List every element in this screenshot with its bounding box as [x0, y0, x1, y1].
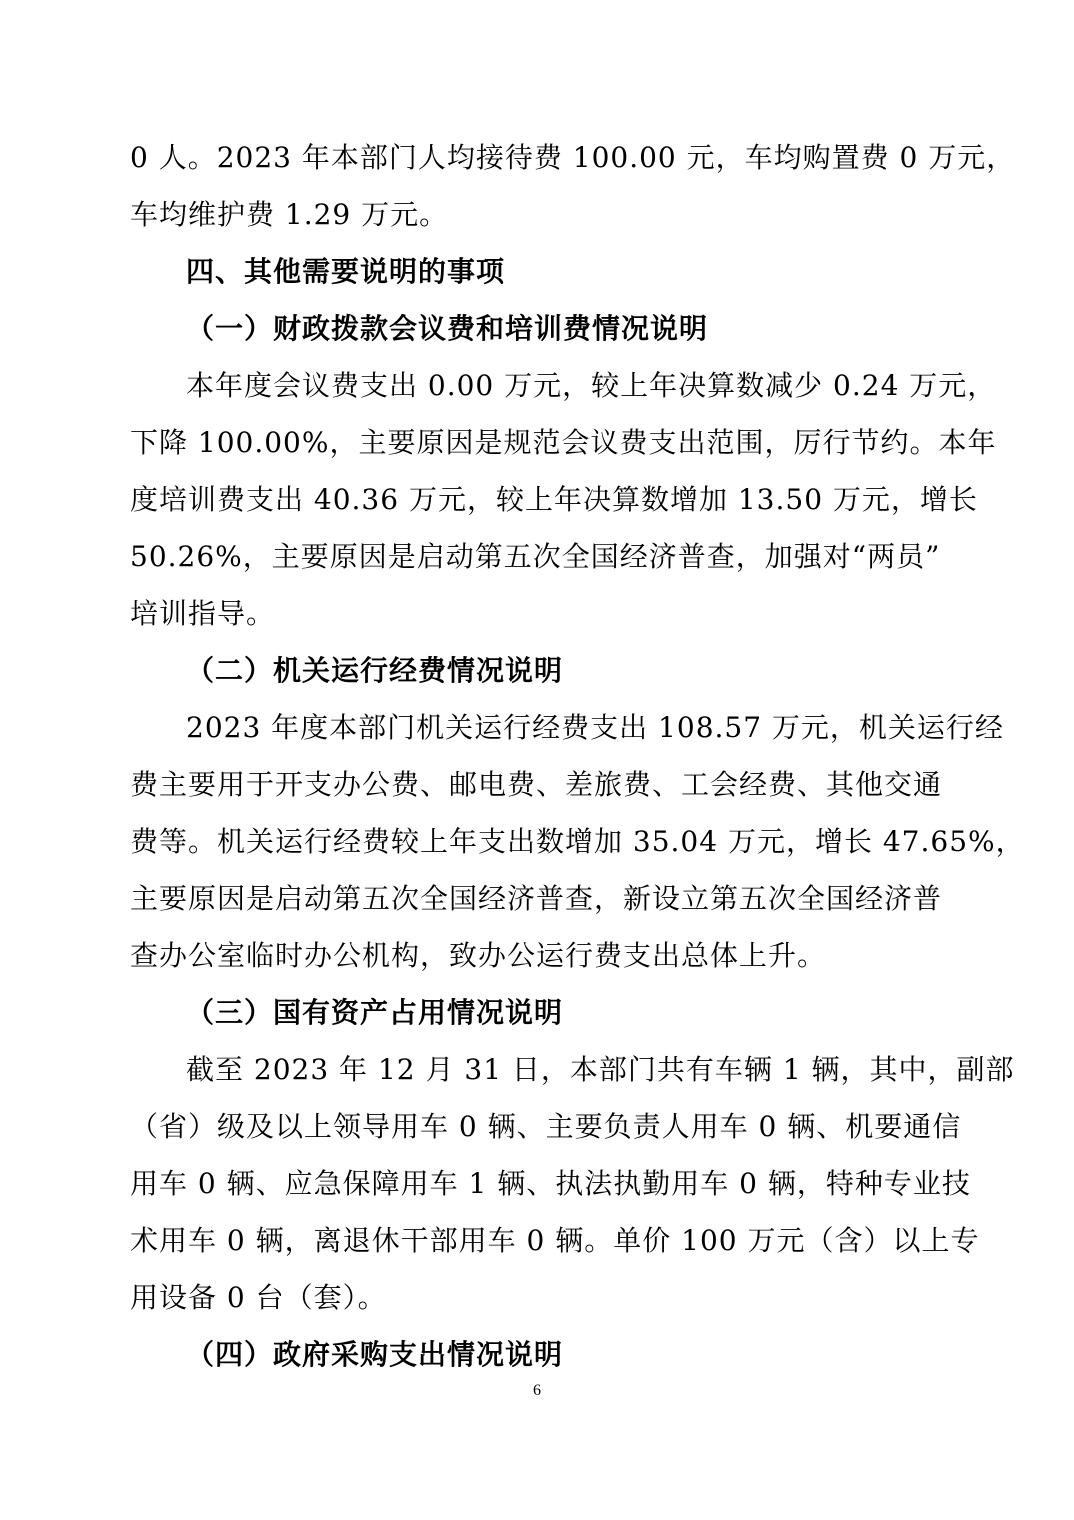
paragraph-line: 查办公室临时办公机构，致办公运行费支出总体上升。 [130, 939, 827, 972]
subsection-heading: （一）财政拨款会议费和培训费情况说明 [186, 312, 709, 345]
paragraph-line: 本年度会议费支出 0.00 万元，较上年决算数减少 0.24 万元， [186, 369, 997, 402]
paragraph-line: 用设备 0 台（套）。 [130, 1281, 387, 1314]
paragraph-line: 用车 0 辆、应急保障用车 1 辆、执法执勤用车 0 辆，特种专业技 [130, 1167, 971, 1200]
section-heading: 四、其他需要说明的事项 [186, 255, 506, 288]
paragraph-line: 下降 100.00%，主要原因是规范会议费支出范围，厉行节约。本年 [130, 426, 997, 459]
subsection-heading: （三）国有资产占用情况说明 [186, 996, 564, 1029]
paragraph-line: 50.26%，主要原因是启动第五次全国经济普查，加强对“两员” [130, 540, 941, 573]
paragraph-line: 0 人。2023 年本部门人均接待费 100.00 元，车均购置费 0 万元， [130, 141, 1016, 174]
page-number: 6 [533, 1382, 541, 1399]
paragraph-line: 度培训费支出 40.36 万元，较上年决算数增加 13.50 万元，增长 [130, 483, 978, 516]
subsection-heading: （四）政府采购支出情况说明 [186, 1338, 564, 1371]
paragraph-line: 2023 年度本部门机关运行经费支出 108.57 万元，机关运行经 [186, 711, 1004, 744]
paragraph-line: 车均维护费 1.29 万元。 [130, 198, 449, 231]
paragraph-line: 主要原因是启动第五次全国经济普查，新设立第五次全国经济普 [130, 882, 943, 915]
paragraph-line: 术用车 0 辆，离退休干部用车 0 辆。单价 100 万元（含）以上专 [130, 1224, 980, 1257]
paragraph-line: 截至 2023 年 12 月 31 日，本部门共有车辆 1 辆，其中，副部 [186, 1053, 1015, 1086]
subsection-heading: （二）机关运行经费情况说明 [186, 654, 564, 687]
paragraph-line: 培训指导。 [130, 597, 276, 630]
paragraph-line: （省）级及以上领导用车 0 辆、主要负责人用车 0 辆、机要通信 [130, 1110, 962, 1143]
paragraph-line: 费等。机关运行经费较上年支出数增加 35.04 万元，增长 47.65%， [130, 825, 1025, 858]
paragraph-line: 费主要用于开支办公费、邮电费、差旅费、工会经费、其他交通 [130, 768, 943, 801]
